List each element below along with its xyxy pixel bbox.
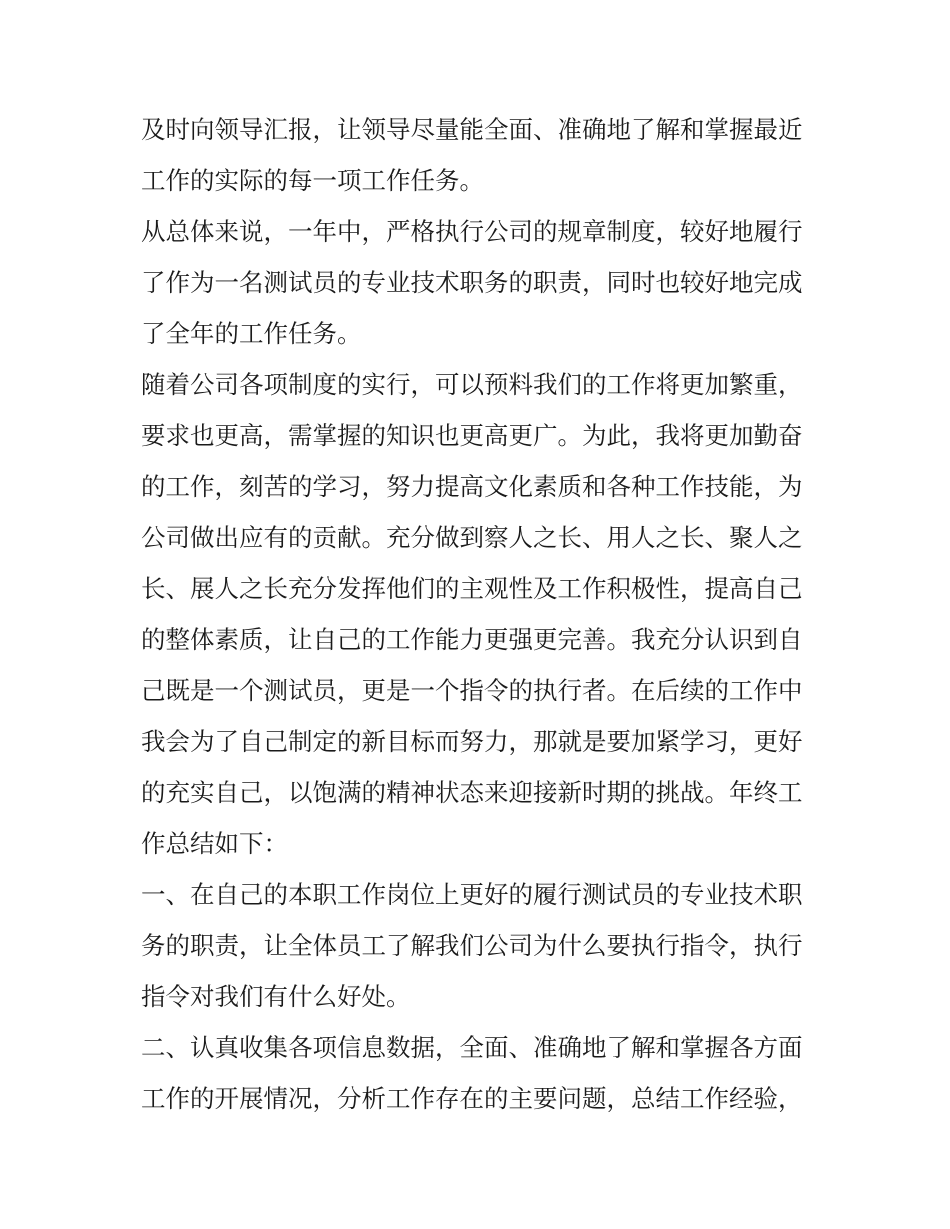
- text-line: 我会为了自己制定的新目标而努力，那就是要加紧学习，更好: [141, 727, 803, 756]
- text-line: 工作的实际的每一项工作任务。: [141, 166, 484, 195]
- text-line: 从总体来说，一年中，严格执行公司的规章制度，较好地履行: [141, 217, 803, 246]
- text-line: 指令对我们有什么好处。: [141, 982, 411, 1011]
- text-line: 长、展人之长充分发挥他们的主观性及工作积极性，提高自己: [141, 574, 803, 603]
- text-line: 务的职责，让全体员工了解我们公司为什么要执行指令，执行: [141, 931, 803, 960]
- text-line: 工作的开展情况，分析工作存在的主要问题，总结工作经验，: [141, 1084, 803, 1113]
- text-line: 公司做出应有的贡献。充分做到察人之长、用人之长、聚人之: [141, 523, 803, 552]
- text-line: 的整体素质，让自己的工作能力更强更完善。我充分认识到自: [141, 625, 803, 654]
- text-line: 己既是一个测试员，更是一个指令的执行者。在后续的工作中: [141, 676, 803, 705]
- text-line: 的充实自己，以饱满的精神状态来迎接新时期的挑战。年终工: [141, 778, 803, 807]
- document-body: [141, 104, 811, 1124]
- text-line: 及时向领导汇报，让领导尽量能全面、准确地了解和掌握最近: [141, 115, 803, 144]
- text-line: 了全年的工作任务。: [141, 319, 362, 348]
- text-line: 要求也更高，需掌握的知识也更高更广。为此，我将更加勤奋: [141, 421, 803, 450]
- text-line: 随着公司各项制度的实行，可以预料我们的工作将更加繁重，: [141, 370, 803, 399]
- text-line: 了作为一名测试员的专业技术职务的职责，同时也较好地完成: [141, 268, 803, 297]
- text-line: 一、在自己的本职工作岗位上更好的履行测试员的专业技术职: [141, 880, 803, 909]
- text-line: 的工作，刻苦的学习，努力提高文化素质和各种工作技能，为: [141, 472, 803, 501]
- text-line: 二、认真收集各项信息数据，全面、准确地了解和掌握各方面: [141, 1033, 803, 1062]
- text-line: 作总结如下：: [141, 829, 288, 858]
